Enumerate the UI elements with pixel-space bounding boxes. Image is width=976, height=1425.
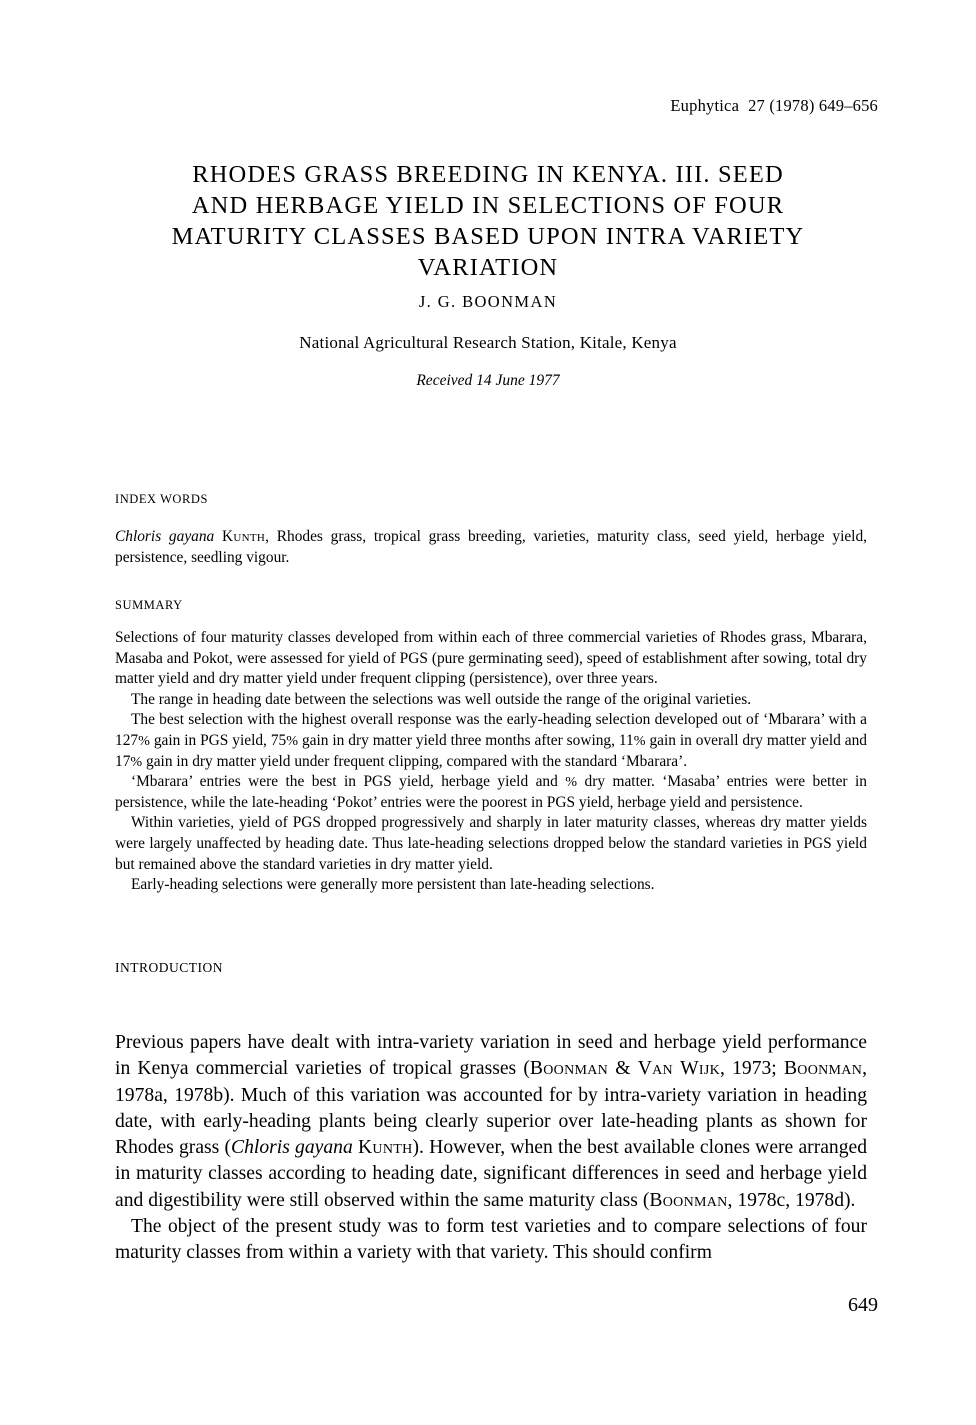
intro-p1-seg2: &	[608, 1058, 638, 1080]
summary-paragraph-5: Within varieties, yield of PGS dropped progressively and sharply in later maturity classes, whereas dry matter yields were largely unaffected by heading date. Thus late-heading selections dropped below the standard varieties in PGS yield but remained above the standard varieties in dry matter yield.	[115, 814, 867, 873]
percent-sign-3: %	[633, 732, 646, 749]
summary-p3-seg4: gain in overall dry matter yield and 17	[115, 731, 867, 770]
journal-volume-pages: 27 (1978) 649–656	[748, 96, 878, 115]
page-number: 649	[848, 1294, 878, 1316]
page-title	[108, 159, 868, 283]
summary-paragraph-2: The range in heading date between the selections was well outside the range of the original varieties.	[131, 690, 752, 708]
index-words-list: , Rhodes grass, tropical grass breeding, varieties, maturity class, seed yield, herbage yield, persistence, seedling vigour.	[115, 528, 867, 566]
index-words-body	[115, 527, 867, 568]
introduction-paragraph-2: The object of the present study was to form test varieties and to compare selections of four maturity classes from within a variety with that variety. This should confirm	[115, 1216, 867, 1264]
title-line-2: AND HERBAGE YIELD IN SELECTIONS OF FOUR	[191, 192, 785, 220]
intro-species-authority: Kunth	[357, 1137, 413, 1159]
index-species-authority: Kunth	[221, 528, 266, 545]
summary-paragraph-3	[115, 710, 867, 772]
author-name: J. G. BOONMAN	[418, 292, 558, 311]
citation-boonman-1: Boonman	[529, 1058, 609, 1080]
introduction-paragraph-1	[115, 1030, 867, 1214]
percent-sign-1: %	[138, 732, 150, 749]
summary-p3-seg1: The best selection with the highest overall response was the early-heading selection developed out of ‘Mbarara’ with a 127	[115, 711, 867, 749]
intro-p1-seg6: ). However, when the best available clones were arranged in maturity classes according to heading date, significant differences in seed and herbage yield and digestibility were still observed within the same maturity class (	[115, 1137, 867, 1211]
received-date: Received 14 June 1977	[416, 372, 560, 389]
summary-p3-seg2: gain in PGS yield, 75	[149, 731, 287, 749]
percent-sign-4: %	[130, 753, 143, 770]
journal-name: Euphytica	[670, 96, 740, 115]
title-line-3: MATURITY CLASSES BASED UPON INTRA VARIETY	[171, 223, 805, 251]
summary-paragraph-4	[115, 772, 867, 813]
intro-species-name: Chloris gayana	[231, 1137, 353, 1159]
summary-p4-seg2: dry matter. ‘Masaba’ entries were better in persistence, while the late-heading ‘Pokot’ entries were the poorest in PGS yield, herbage yield and persistence.	[115, 773, 867, 811]
intro-p1-seg1: Previous papers have dealt with intra-variety variation in seed and herbage yield performance in Kenya commercial varieties of tropical grasses (	[115, 1032, 867, 1080]
introduction-heading: INTRODUCTION	[115, 960, 223, 975]
index-words-heading: INDEX WORDS	[115, 492, 208, 506]
percent-sign-2: %	[286, 732, 299, 749]
title-line-4: VARIATION	[417, 254, 559, 282]
index-species-name: Chloris gayana	[115, 528, 215, 545]
intro-p1-seg3: , 1973;	[720, 1058, 784, 1080]
summary-p4-seg1: ‘Mbarara’ entries were the best in PGS yield, herbage yield and	[131, 773, 566, 791]
journal-running-head	[670, 96, 878, 116]
title-line-1: RHODES GRASS BREEDING IN KENYA. III. SEED	[192, 161, 784, 189]
introduction-body	[115, 1030, 867, 1267]
summary-p3-seg3: gain in dry matter yield three months after sowing, 11	[298, 731, 634, 749]
author-affiliation: National Agricultural Research Station, Kitale, Kenya	[299, 333, 677, 352]
summary-body	[115, 628, 867, 896]
percent-sign-5: %	[565, 774, 578, 791]
citation-boonman-2: Boonman	[783, 1058, 863, 1080]
summary-heading: SUMMARY	[115, 598, 183, 612]
citation-boonman-3: Boonman	[649, 1189, 728, 1211]
citation-van-wijk: Van Wijk	[637, 1058, 721, 1080]
summary-paragraph-1: Selections of four maturity classes developed from within each of three commercial varieties of Rhodes grass, Mbarara, Masaba and Pokot, were assessed for yield of PGS (pure germinating seed), speed of establishment after sowing, total dry matter yield and dry matter yield under frequent clipping (persistence), over three years.	[115, 629, 867, 688]
intro-p1-seg4: , 1978a, 1978b). Much of this variation was accounted for by intra-variety variation in heading date, with early-heading plants being clearly superior over late-heading plants as shown for Rhodes grass (	[115, 1058, 868, 1159]
summary-p3-seg5: gain in dry matter yield under frequent clipping, compared with the standard ‘Mbarara’.	[142, 752, 688, 770]
intro-p1-seg7: , 1978c, 1978d).	[727, 1189, 856, 1211]
summary-paragraph-6: Early-heading selections were generally more persistent than late-heading selections.	[131, 876, 655, 894]
